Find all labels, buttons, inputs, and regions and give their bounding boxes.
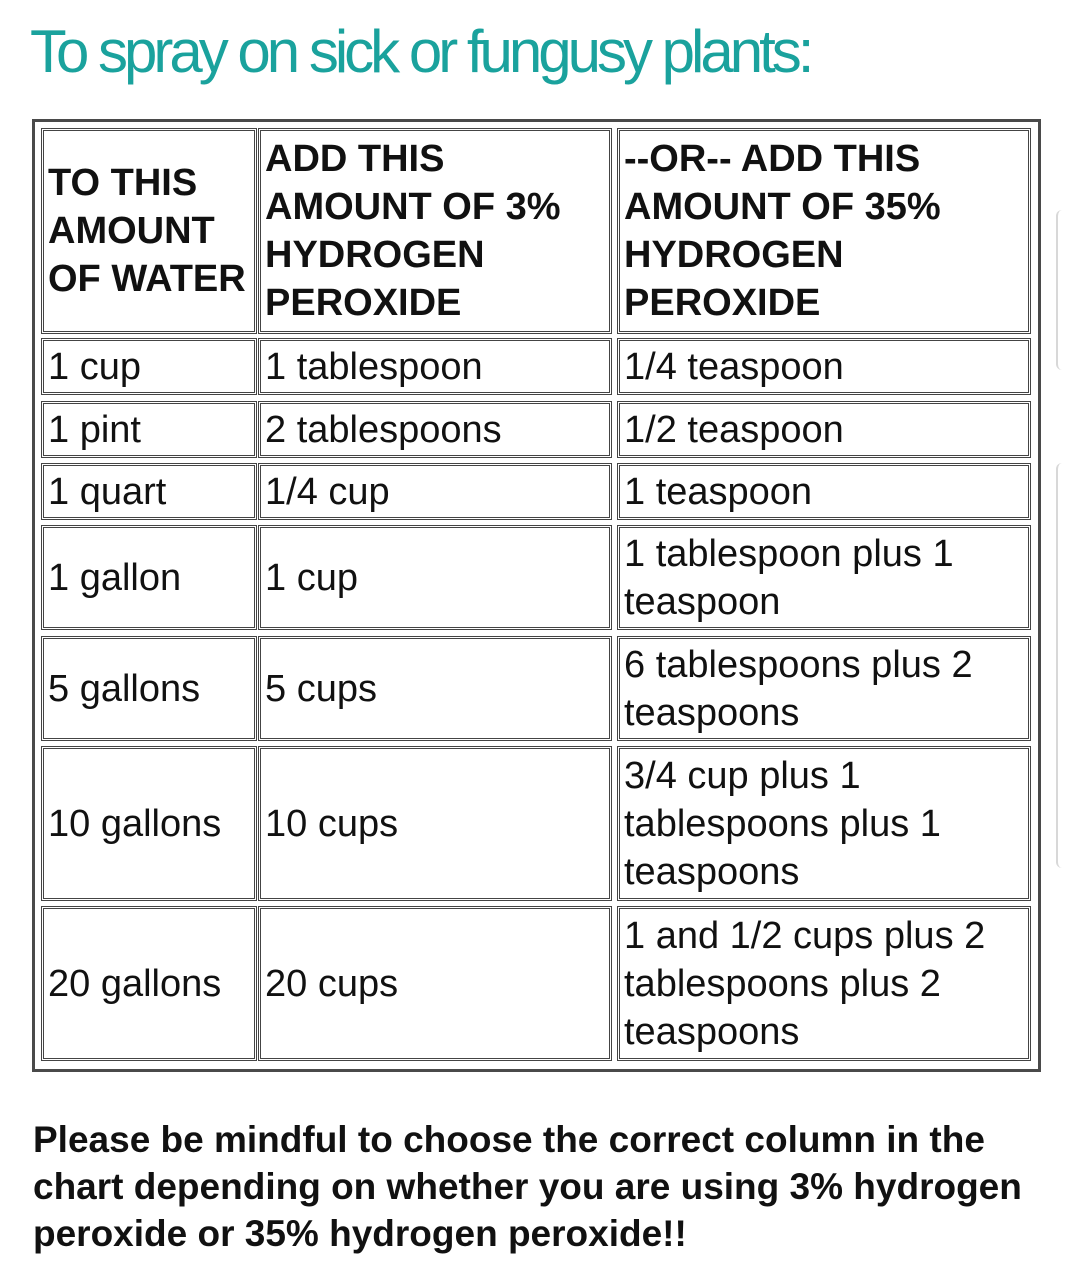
cell-text: 1 pint (48, 408, 141, 451)
cell-text: 1/4 teaspoon (624, 345, 844, 388)
header-label: ADD THIS AMOUNT OF 3% HYDROGEN PEROXIDE (265, 138, 561, 324)
table-cell-water (41, 338, 257, 395)
table-cell-thirty-five-percent (617, 746, 1031, 901)
header-label: --OR-- ADD THIS AMOUNT OF 35% HYDROGEN PEROXIDE (624, 138, 941, 324)
header-cell-three-percent (258, 128, 612, 334)
cell-text: 5 gallons (48, 667, 201, 710)
table-cell-water (41, 906, 257, 1061)
cell-text: 20 cups (265, 962, 399, 1005)
cell-text: 5 cups (265, 667, 377, 710)
table-cell-three-percent (258, 401, 612, 458)
cell-text: 1 quart (48, 470, 167, 513)
table-cell-water (41, 636, 257, 741)
scrollbar-edge-lower[interactable] (1056, 463, 1068, 868)
table-cell-three-percent (258, 525, 612, 630)
cell-text: 3/4 cup plus 1 tablespoons plus 1 teaspoons (624, 754, 941, 893)
table-cell-thirty-five-percent (617, 338, 1031, 395)
cell-text: 1/4 cup (265, 470, 390, 513)
cell-text: 1 and 1/2 cups plus 2 tablespoons plus 2 teaspoons (624, 914, 986, 1053)
page-title: To spray on sick or fungusy plants: (30, 18, 811, 85)
cell-text: 10 gallons (48, 802, 222, 845)
table-cell-water (41, 401, 257, 458)
cell-text: 1 gallon (48, 556, 182, 599)
cell-text: 1 tablespoon plus 1 teaspoon (624, 532, 954, 623)
dilution-table (32, 119, 1041, 1072)
cell-text: 1/2 teaspoon (624, 408, 844, 451)
cell-text: 20 gallons (48, 962, 222, 1005)
cell-text: 1 cup (48, 345, 141, 388)
header-cell-water (41, 128, 257, 334)
table-cell-three-percent (258, 906, 612, 1061)
table-cell-three-percent (258, 746, 612, 901)
cell-text: 1 tablespoon (265, 345, 483, 388)
table-cell-water (41, 463, 257, 520)
cell-text: 1 cup (265, 556, 358, 599)
scrollbar-edge-upper[interactable] (1056, 210, 1068, 370)
warning-note: Please be mindful to choose the correct column in the chart depending on whether you are using 3% hydrogen peroxide or 35% hydrogen peroxide!! (33, 1119, 1022, 1254)
table-grid (35, 122, 1038, 1069)
table-cell-three-percent (258, 338, 612, 395)
table-cell-thirty-five-percent (617, 463, 1031, 520)
cell-text: 1 teaspoon (624, 470, 813, 513)
cell-text: 2 tablespoons (265, 408, 502, 451)
header-label: TO THIS AMOUNT OF WATER (48, 162, 246, 300)
cell-text: 6 tablespoons plus 2 teaspoons (624, 643, 973, 734)
table-cell-three-percent (258, 636, 612, 741)
header-cell-thirty-five-percent (617, 128, 1031, 334)
table-cell-thirty-five-percent (617, 906, 1031, 1061)
table-cell-thirty-five-percent (617, 525, 1031, 630)
table-cell-thirty-five-percent (617, 401, 1031, 458)
table-cell-water (41, 525, 257, 630)
table-cell-water (41, 746, 257, 901)
cell-text: 10 cups (265, 802, 399, 845)
table-cell-thirty-five-percent (617, 636, 1031, 741)
table-cell-three-percent (258, 463, 612, 520)
